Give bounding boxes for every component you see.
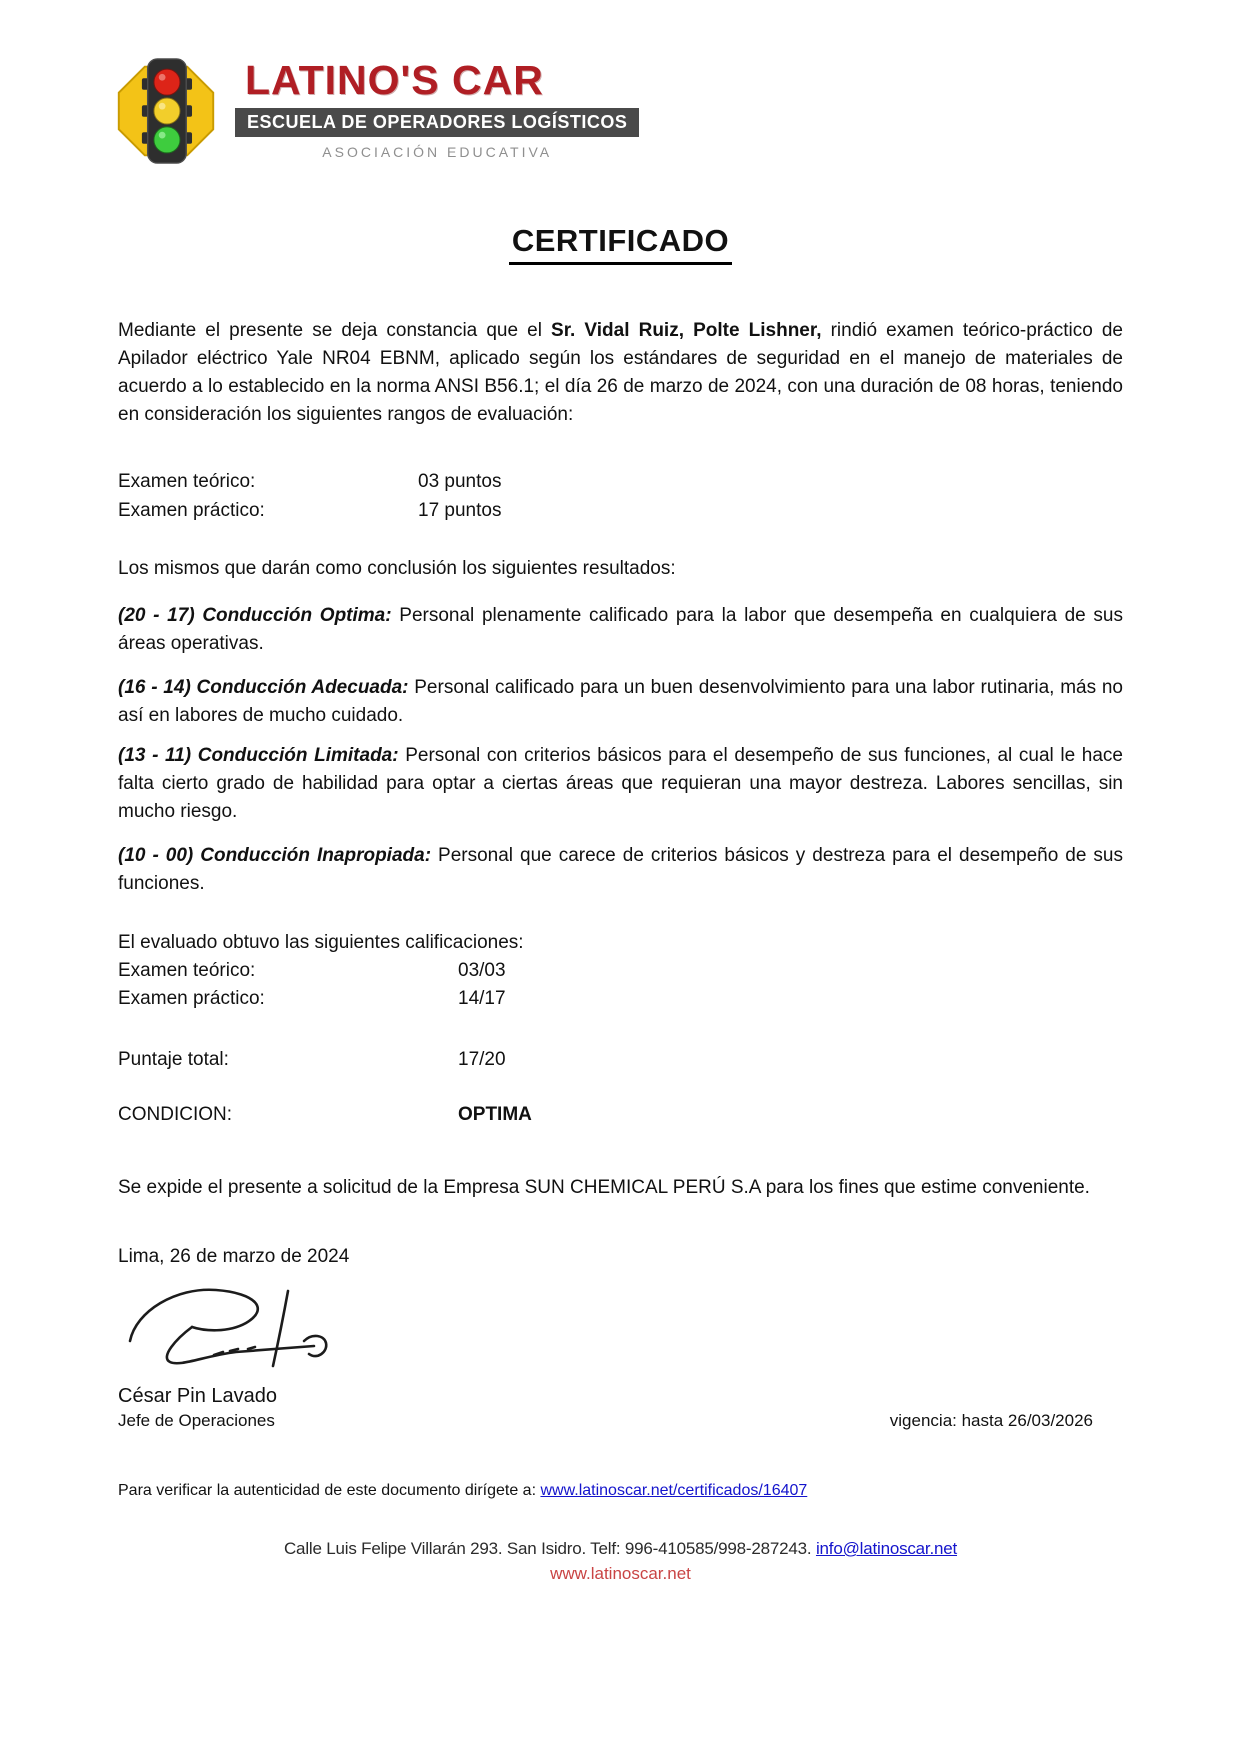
total-label: Puntaje total: <box>118 1049 229 1070</box>
logo-text <box>235 55 639 160</box>
grade-label: Examen teórico: <box>118 960 256 981</box>
range-text: Personal que carece de criterios básicos y destreza para el desempeño de sus funciones. <box>118 845 1123 894</box>
range-text: Personal con criterios básicos para el desempeño de sus funciones, al cual le hace falta cierto grado de habilidad para optar a ciertas áreas que requieran una mayor destreza. Labores sencillas, sin mucho riesgo. <box>118 745 1123 822</box>
score-value: 03 puntos <box>418 471 502 492</box>
range-heading: (13 - 11) Conducción Limitada: <box>118 745 399 766</box>
score-label: Examen práctico: <box>118 500 265 521</box>
dateline: Lima, 26 de marzo de 2024 <box>118 1246 350 1267</box>
footer-address: Calle Luis Felipe Villarán 293. San Isidro. Telf: 996-410585/998-287243. <box>283 1539 816 1558</box>
total-value: 17/20 <box>458 1049 506 1070</box>
grade-value: 14/17 <box>458 988 506 1009</box>
footer-email-link[interactable]: info@latinoscar.net <box>815 1539 958 1558</box>
grade-value: 03/03 <box>458 960 506 981</box>
footer-website-link[interactable]: www.latinoscar.net <box>550 1564 691 1583</box>
footer-website-line <box>0 1564 1241 1584</box>
title-row <box>0 223 1241 265</box>
range-limitada <box>118 742 1123 826</box>
signer-role: Jefe de Operaciones <box>118 1411 275 1430</box>
logo <box>113 55 1241 167</box>
results-intro: Los mismos que darán como conclusión los siguientes resultados: <box>118 558 676 579</box>
certificate-holder-name: Sr. Vidal Ruiz, Polte Lishner, <box>551 320 822 341</box>
traffic-light-icon <box>113 55 219 167</box>
issuance-paragraph: Se expide el presente a solicitud de la Empresa SUN CHEMICAL PERÚ S.A para los fines que estime conveniente. <box>118 1177 1090 1198</box>
range-heading: (10 - 00) Conducción Inapropiada: <box>118 845 432 866</box>
grade-row-theory <box>118 957 1123 985</box>
signer-name: César Pin Lavado <box>118 1385 277 1407</box>
score-label: Examen teórico: <box>118 471 256 492</box>
score-row-theory <box>118 467 1123 496</box>
intro-pre: Mediante el presente se deja constancia que el <box>118 320 552 341</box>
range-text: Personal calificado para un buen desenvolvimiento para una labor rutinaria, más no así en labores de mucho cuidado. <box>118 677 1123 726</box>
signature <box>118 1279 350 1373</box>
range-heading: (16 - 14) Conducción Adecuada: <box>118 677 409 698</box>
signer-role-row <box>118 1410 1123 1431</box>
range-adecuada <box>118 674 1123 730</box>
total-score-row <box>118 1046 1123 1074</box>
condition-label: CONDICION: <box>118 1104 232 1125</box>
document-body <box>0 317 1241 1501</box>
grade-label: Examen práctico: <box>118 988 265 1009</box>
grades-intro: El evaluado obtuvo las siguientes calificaciones: <box>118 932 524 953</box>
brand-name: LATINO'S CAR <box>245 57 544 103</box>
intro-paragraph <box>118 317 1123 429</box>
footer-address-line <box>0 1539 1241 1559</box>
exam-scores-block <box>118 467 1123 525</box>
grade-row-practice <box>118 985 1123 1013</box>
verification-text: Para verificar la autenticidad de este documento dirígete a: <box>118 1482 541 1499</box>
grades-block <box>118 929 1123 1013</box>
condition-row <box>118 1101 1123 1129</box>
logo-tagline-bar: ESCUELA DE OPERADORES LOGÍSTICOS <box>235 108 639 137</box>
range-heading: (20 - 17) Conducción Optima: <box>118 605 392 626</box>
verification-line <box>118 1481 1123 1501</box>
validity-text: vigencia: hasta 26/03/2026 <box>889 1411 1093 1430</box>
range-optima <box>118 602 1123 658</box>
score-row-practice <box>118 496 1123 525</box>
condition-value: OPTIMA <box>458 1104 532 1125</box>
document-title: CERTIFICADO <box>509 223 732 265</box>
range-text: Personal plenamente calificado para la labor que desempeña en cualquiera de sus áreas operativas. <box>118 605 1124 654</box>
logo-subtitle: ASOCIACIÓN EDUCATIVA <box>322 144 553 161</box>
logo-tagline-wrap <box>235 108 639 160</box>
range-inapropiada <box>118 842 1123 898</box>
verification-link[interactable]: www.latinoscar.net/certificados/16407 <box>540 1482 808 1499</box>
score-value: 17 puntos <box>418 500 502 521</box>
intro-post: rindió examen teórico-práctico de Apilador eléctrico Yale NR04 EBNM, aplicado según los estándares de seguridad en el manejo de materiales de acuerdo a lo establecido en la norma ANSI B56.1; el día 26 de marzo de 2024, con una duración de 08 horas, teniendo en consideración los siguientes rangos de evaluación: <box>118 320 1123 425</box>
